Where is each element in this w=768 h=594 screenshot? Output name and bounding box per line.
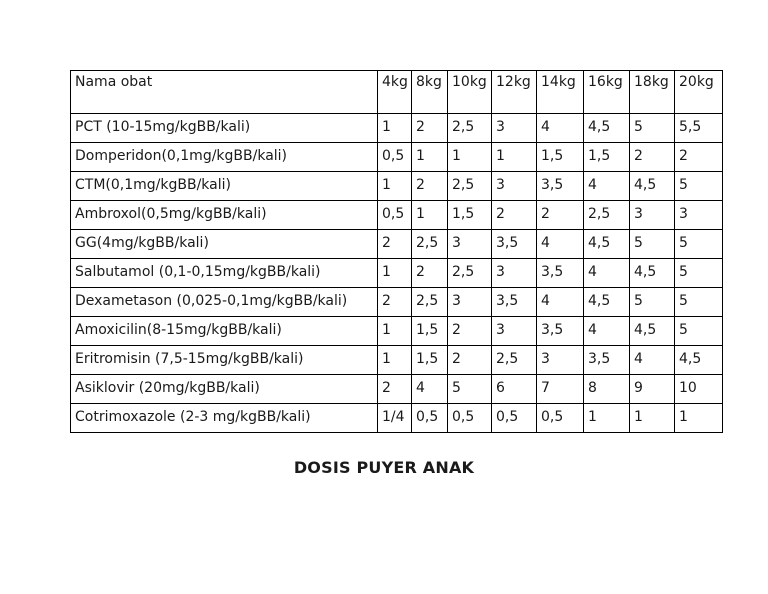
- dose-cell: 1: [492, 143, 537, 172]
- dose-cell: 0,5: [537, 404, 584, 433]
- drug-name-cell: Cotrimoxazole (2-3 mg/kgBB/kali): [71, 404, 378, 433]
- dose-cell: 3,5: [537, 317, 584, 346]
- table-row: [71, 375, 723, 404]
- dose-cell: 2: [537, 201, 584, 230]
- dose-cell: 2: [412, 259, 448, 288]
- dose-cell: 4: [537, 114, 584, 143]
- dose-cell: 4: [537, 230, 584, 259]
- dose-cell: 2,5: [448, 259, 492, 288]
- table-row: [71, 317, 723, 346]
- dose-cell: 6: [492, 375, 537, 404]
- drug-name-cell: Domperidon(0,1mg/kgBB/kali): [71, 143, 378, 172]
- dose-cell: 10: [675, 375, 723, 404]
- dose-cell: 8: [584, 375, 630, 404]
- dose-cell: 1: [675, 404, 723, 433]
- table-row: [71, 114, 723, 143]
- dose-cell: 4: [584, 259, 630, 288]
- document-title: DOSIS PUYER ANAK: [293, 458, 475, 477]
- dose-cell: 5: [675, 230, 723, 259]
- dose-cell: 4,5: [584, 230, 630, 259]
- table-row: [71, 346, 723, 375]
- dose-cell: 5: [675, 288, 723, 317]
- header-cell: 16kg: [584, 71, 630, 114]
- dose-cell: 5: [675, 317, 723, 346]
- dose-cell: 0,5: [378, 201, 412, 230]
- drug-name-cell: Dexametason (0,025-0,1mg/kgBB/kali): [71, 288, 378, 317]
- dose-cell: 1,5: [448, 201, 492, 230]
- dose-cell: 2: [448, 346, 492, 375]
- dose-cell: 5: [675, 259, 723, 288]
- dose-cell: 2: [448, 317, 492, 346]
- dose-cell: 4: [630, 346, 675, 375]
- drug-name-cell: Salbutamol (0,1-0,15mg/kgBB/kali): [71, 259, 378, 288]
- table-row: [71, 201, 723, 230]
- dose-cell: 1,5: [537, 143, 584, 172]
- dose-cell: 1: [630, 404, 675, 433]
- dose-cell: 3: [448, 230, 492, 259]
- dose-cell: 1: [378, 317, 412, 346]
- dose-cell: 5: [448, 375, 492, 404]
- dose-cell: 3: [492, 172, 537, 201]
- dose-cell: 1: [378, 114, 412, 143]
- dose-cell: 1,5: [412, 346, 448, 375]
- drug-name-cell: GG(4mg/kgBB/kali): [71, 230, 378, 259]
- header-cell: 14kg: [537, 71, 584, 114]
- drug-name-cell: CTM(0,1mg/kgBB/kali): [71, 172, 378, 201]
- dose-cell: 2: [492, 201, 537, 230]
- table-row: [71, 259, 723, 288]
- table-row: [71, 172, 723, 201]
- dose-cell: 3: [492, 259, 537, 288]
- dose-cell: 4: [537, 288, 584, 317]
- dose-cell: 2,5: [412, 288, 448, 317]
- dose-cell: 5: [675, 172, 723, 201]
- table-row: [71, 404, 723, 433]
- drug-name-cell: Eritromisin (7,5-15mg/kgBB/kali): [71, 346, 378, 375]
- dose-cell: 1,5: [412, 317, 448, 346]
- dose-cell: 4,5: [630, 172, 675, 201]
- header-cell: 4kg: [378, 71, 412, 114]
- header-cell: 12kg: [492, 71, 537, 114]
- dose-cell: 4,5: [675, 346, 723, 375]
- dose-cell: 3: [630, 201, 675, 230]
- header-cell: Nama obat: [71, 71, 378, 114]
- dose-cell: 3,5: [492, 230, 537, 259]
- header-cell: 20kg: [675, 71, 723, 114]
- dose-cell: 3,5: [492, 288, 537, 317]
- dose-cell: 0,5: [378, 143, 412, 172]
- dose-cell: 1: [378, 346, 412, 375]
- dose-cell: 5: [630, 230, 675, 259]
- dose-cell: 2,5: [412, 230, 448, 259]
- dose-cell: 3: [492, 317, 537, 346]
- header-cell: 8kg: [412, 71, 448, 114]
- table-row: [71, 143, 723, 172]
- dose-cell: 2,5: [492, 346, 537, 375]
- header-cell: 18kg: [630, 71, 675, 114]
- dose-cell: 2,5: [448, 114, 492, 143]
- dose-cell: 3,5: [537, 172, 584, 201]
- dose-cell: 2,5: [584, 201, 630, 230]
- dose-cell: 3: [448, 288, 492, 317]
- dose-cell: 3: [537, 346, 584, 375]
- dose-cell: 3,5: [537, 259, 584, 288]
- dose-cell: 2: [630, 143, 675, 172]
- dose-cell: 3,5: [584, 346, 630, 375]
- drug-name-cell: Ambroxol(0,5mg/kgBB/kali): [71, 201, 378, 230]
- dose-cell: 2: [412, 172, 448, 201]
- table-header-row: [71, 71, 723, 114]
- dose-cell: 1/4: [378, 404, 412, 433]
- table-row: [71, 230, 723, 259]
- dose-cell: 2: [412, 114, 448, 143]
- dose-cell: 2: [378, 230, 412, 259]
- dose-cell: 4,5: [584, 288, 630, 317]
- table-row: [71, 288, 723, 317]
- dose-cell: 1: [412, 143, 448, 172]
- header-cell: 10kg: [448, 71, 492, 114]
- drug-name-cell: Amoxicilin(8-15mg/kgBB/kali): [71, 317, 378, 346]
- dose-cell: 1,5: [584, 143, 630, 172]
- dose-cell: 2: [675, 143, 723, 172]
- dose-cell: 2: [378, 375, 412, 404]
- dose-cell: 4: [584, 172, 630, 201]
- dose-cell: 0,5: [448, 404, 492, 433]
- drug-name-cell: PCT (10-15mg/kgBB/kali): [71, 114, 378, 143]
- dose-cell: 3: [492, 114, 537, 143]
- dose-cell: 1: [378, 172, 412, 201]
- dose-cell: 0,5: [412, 404, 448, 433]
- dose-cell: 1: [584, 404, 630, 433]
- drug-name-cell: Asiklovir (20mg/kgBB/kali): [71, 375, 378, 404]
- dose-cell: 4,5: [630, 259, 675, 288]
- dose-cell: 1: [412, 201, 448, 230]
- dose-cell: 4: [412, 375, 448, 404]
- dose-cell: 5: [630, 288, 675, 317]
- dose-cell: 2,5: [448, 172, 492, 201]
- dose-cell: 2: [378, 288, 412, 317]
- dose-cell: 5,5: [675, 114, 723, 143]
- dose-cell: 0,5: [492, 404, 537, 433]
- dose-cell: 3: [675, 201, 723, 230]
- dose-cell: 4: [584, 317, 630, 346]
- dose-cell: 1: [448, 143, 492, 172]
- dosage-table: [70, 70, 723, 433]
- dose-cell: 1: [378, 259, 412, 288]
- dose-cell: 5: [630, 114, 675, 143]
- dose-cell: 9: [630, 375, 675, 404]
- dose-cell: 4,5: [630, 317, 675, 346]
- dose-cell: 4,5: [584, 114, 630, 143]
- dose-cell: 7: [537, 375, 584, 404]
